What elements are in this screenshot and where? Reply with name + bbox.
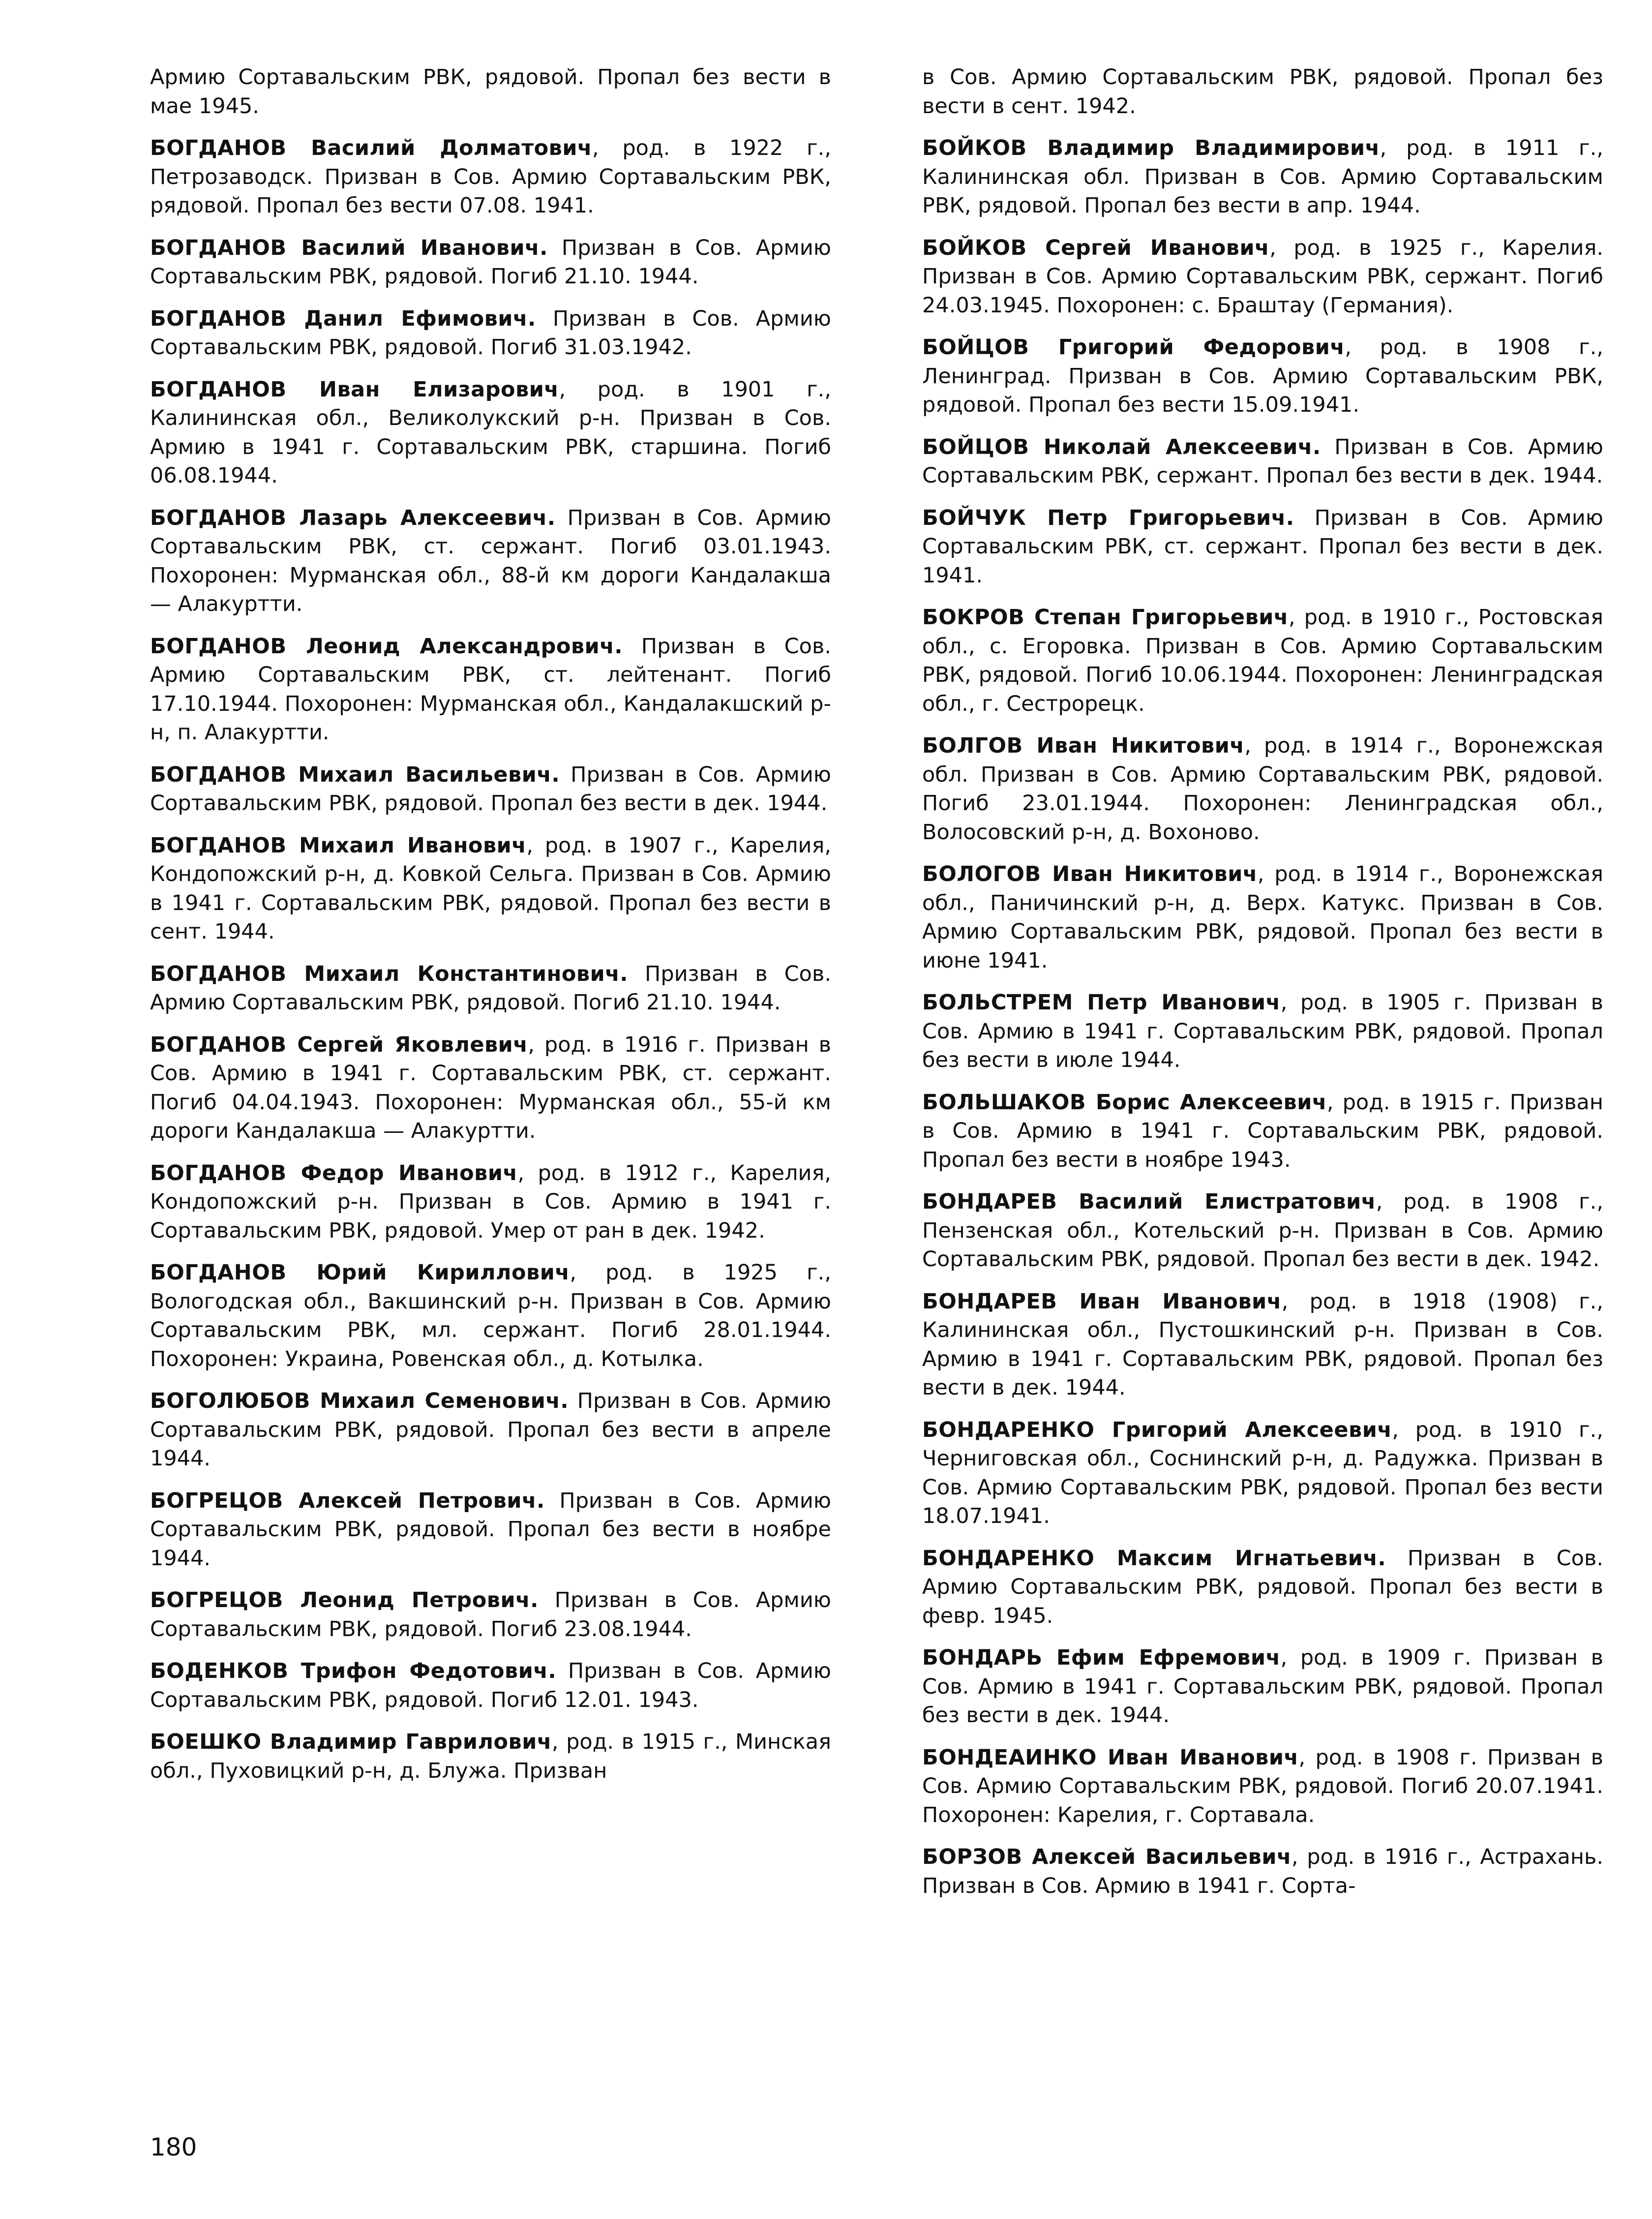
entry — [150, 1159, 831, 1246]
entry-text: Армию Сортавальским РВК, рядовой. Пропал без вести в мае 1945. — [150, 65, 831, 119]
entry-name: БОЛОГОВ Иван Никитович — [922, 862, 1258, 886]
entry-name: БОЙКОВ Сергей Иванович — [922, 235, 1270, 260]
entry-text: Призван в Сов. Армию Сортавальским РВК, рядовой. Погиб 21.10. 1944. — [150, 961, 831, 1015]
entry-name: БОЛГОВ Иван Никитович — [922, 733, 1245, 758]
entry — [150, 1586, 831, 1643]
entry-text: , род. в 1908 г., Ленинград. Призван в Сов. Армию Сортавальским РВК, рядовой. Пропал без вести 15.09.1941. — [922, 335, 1604, 417]
entry-name: БОГДАНОВ Юрий Кириллович — [150, 1260, 570, 1285]
entry-name: БОНДАРЕНКО Максим Игнатьевич. — [922, 1546, 1386, 1571]
entry-text: Призван в Сов. Армию Сортавальским РВК, рядовой. Погиб 23.08.1944. — [150, 1588, 831, 1641]
entry-text: , род. в 1907 г., Карелия, Кондопожский р-н, д. Ковкой Сельга. Призван в Сов. Армию в 1941 г. Сортавальским РВК, рядовой. Пропал без вести в сент. 1944. — [150, 833, 831, 944]
entry-name: БОГРЕЦОВ Алексей Петрович. — [150, 1488, 545, 1513]
entry-name: БОЙЦОВ Николай Алексеевич. — [922, 434, 1321, 459]
entry-name: БОГДАНОВ Сергей Яковлевич — [150, 1032, 528, 1057]
entry-name: БОГДАНОВ Василий Иванович. — [150, 235, 548, 260]
entry — [150, 504, 831, 619]
entry — [922, 1187, 1603, 1274]
entry-name: БОНДАРЕНКО Григорий Алексеевич — [922, 1417, 1392, 1442]
entry-name: БОДЕНКОВ Трифон Федотович. — [150, 1659, 557, 1683]
entry — [150, 632, 831, 747]
entry — [922, 1287, 1603, 1402]
entry — [922, 603, 1603, 718]
entry-name: БОГРЕЦОВ Леонид Петрович. — [150, 1588, 539, 1612]
entry-text: Призван в Сов. Армию Сортавальским РВК, ст. сержант. Погиб 03.01.1943. Похоронен: Мурманская обл., 88-й км дороги Кандалакша — Алакуртти. — [150, 505, 831, 616]
entry-name: БОГДАНОВ Михаил Константинович. — [150, 961, 629, 986]
entry — [150, 375, 831, 490]
entry-name: БОГДАНОВ Василий Долматович — [150, 136, 593, 160]
entry — [922, 1843, 1603, 1900]
entry-name: БОЙЦОВ Григорий Федорович — [922, 335, 1345, 360]
entry-text: , род. в 1911 г., Калининская обл. Призван в Сов. Армию Сортавальским РВК, рядовой. Пропал без вести в апр. 1944. — [922, 136, 1603, 218]
entry-name: БОЛЬШАКОВ Борис Алексеевич — [922, 1090, 1327, 1115]
entry-name: БОНДАРЕВ Василий Елистратович — [922, 1189, 1376, 1214]
entry-text: , род. в 1914 г., Воронежская обл., Паничинский р-н, д. Верх. Катукс. Призван в Сов. Армию Сортавальским РВК, рядовой. Пропал без вести в июне 1941. — [922, 862, 1603, 973]
entry-text: Призван в Сов. Армию Сортавальским РВК, рядовой. Пропал без вести в ноябре 1944. — [150, 1488, 831, 1571]
entry — [150, 304, 831, 362]
entry-text: Призван в Сов. Армию Сортавальским РВК, рядовой. Пропал без вести в апреле 1944. — [150, 1389, 831, 1471]
entry — [922, 333, 1603, 420]
entry-text: , род. в 1901 г., Калининская обл., Великолукский р-н. Призван в Сов. Армию в 1941 г. Сортавальским РВК, старшина. Погиб 06.08.1944. — [150, 377, 832, 488]
left-column — [150, 63, 831, 1798]
entry-text: , род. в 1925 г., Вологодская обл., Вакшинский р-н. Призван в Сов. Армию Сортавальским РВК, мл. сержант. Погиб 28.01.1944. Похоронен: Украина, Ровенская обл., д. Котылка. — [150, 1260, 831, 1371]
entry-text: Призван в Сов. Армию Сортавальским РВК, рядовой. Пропал без вести в дек. 1944. — [150, 762, 832, 816]
entry — [150, 234, 831, 291]
entry — [922, 504, 1603, 590]
entry-text: , род. в 1905 г. Призван в Сов. Армию в 1941 г. Сортавальским РВК, рядовой. Пропал без вести в июле 1944. — [922, 990, 1603, 1072]
entry-text: , род. в 1912 г., Карелия, Кондопожский р-н. Призван в Сов. Армию в 1941 г. Сортавальским РВК, рядовой. Умер от ран в дек. 1942. — [150, 1160, 831, 1243]
entry-name: БОГДАНОВ Михаил Васильевич. — [150, 762, 560, 787]
entry-name: БОГДАНОВ Лазарь Алексеевич. — [150, 505, 556, 530]
entry-continuation — [922, 63, 1603, 121]
entry-name: БОГДАНОВ Михаил Иванович — [150, 833, 527, 858]
entry-name: БОНДЕАИНКО Иван Иванович — [922, 1745, 1299, 1770]
entry — [922, 731, 1603, 847]
entry-text: , род. в 1909 г. Призван в Сов. Армию в 1941 г. Сортавальским РВК, рядовой. Пропал без вести в дек. 1944. — [922, 1645, 1603, 1728]
entry-text: , род. в 1922 г., Петрозаводск. Призван в Сов. Армию Сортавальским РВК, рядовой. Пропал без вести 07.08. 1941. — [150, 136, 831, 218]
entry — [150, 960, 831, 1017]
entry-text: , род. в 1918 (1908) г., Калининская обл., Пустошкинский р-н. Призван в Сов. Армию в 1941 г. Сортавальским РВК, рядовой. Пропал без вести в дек. 1944. — [922, 1289, 1603, 1400]
entry-text: , род. в 1925 г., Карелия. Призван в Сов. Армию Сортавальским РВК, сержант. Погиб 24.03.1945. Похоронен: с. Браштау (Германия). — [922, 235, 1603, 318]
entry-text: , род. в 1910 г., Ростовская обл., с. Егоровка. Призван в Сов. Армию Сортавальским РВК, рядовой. Погиб 10.06.1944. Похоронен: Ленинградская обл., г. Сестрорецк. — [922, 605, 1604, 716]
entry-text: Призван в Сов. Армию Сортавальским РВК, рядовой. Погиб 12.01. 1943. — [150, 1659, 831, 1712]
entry — [922, 988, 1603, 1075]
entry-name: БОКРОВ Степан Григорьевич — [922, 605, 1289, 630]
entry — [150, 1487, 831, 1573]
entry-name: БОРЗОВ Алексей Васильевич — [922, 1845, 1292, 1869]
entry-name: БОЕШКО Владимир Гаврилович — [150, 1730, 552, 1754]
entry-name: БОЙКОВ Владимир Владимирович — [922, 136, 1380, 160]
entry-name: БОНДАРЬ Ефим Ефремович — [922, 1645, 1281, 1670]
right-column — [922, 63, 1603, 1914]
entry-text: Призван в Сов. Армию Сортавальским РВК, ст. лейтенант. Погиб 17.10.1944. Похоронен: Мурманская обл., Кандалакшский р-н, п. Алакуртти. — [150, 634, 831, 745]
entry-text: , род. в 1915 г. Призван в Сов. Армию в 1941 г. Сортавальским РВК, рядовой. Пропал без вести в ноябре 1943. — [922, 1090, 1604, 1172]
entry-continuation — [150, 63, 831, 121]
entry — [922, 134, 1603, 220]
entry-name: БОГДАНОВ Данил Ефимович. — [150, 306, 536, 331]
entry — [150, 1258, 831, 1373]
entry-name: БОГДАНОВ Леонид Александрович. — [150, 634, 623, 659]
entry-text: Призван в Сов. Армию Сортавальским РВК, сержант. Пропал без вести в дек. 1944. — [922, 434, 1603, 488]
entry — [922, 1544, 1603, 1631]
entry-text: , род. в 1908 г. Призван в Сов. Армию Сортавальским РВК, рядовой. Погиб 20.07.1941. Похоронен: Карелия, г. Сортавала. — [922, 1745, 1603, 1827]
entry-name: БОНДАРЕВ Иван Иванович — [922, 1289, 1282, 1314]
entry-text: , род. в 1916 г. Призван в Сов. Армию в 1941 г. Сортавальским РВК, ст. сержант. Погиб 04.04.1943. Похоронен: Мурманская обл., 55-й км дороги Кандалакша — Алакуртти. — [150, 1032, 831, 1143]
entry-text: , род. в 1910 г., Черниговская обл., Соснинский р-н, д. Радужка. Призван в Сов. Армию Сортавальским РВК, рядовой. Пропал без вести 18.07.1941. — [922, 1417, 1603, 1528]
entry-text: Призван в Сов. Армию Сортавальским РВК, рядовой. Погиб 21.10. 1944. — [150, 235, 832, 289]
entry — [922, 433, 1603, 490]
entry-name: БОГДАНОВ Федор Иванович — [150, 1160, 518, 1185]
entry-name: БОГОЛЮБОВ Михаил Семенович. — [150, 1389, 569, 1413]
entry — [922, 1643, 1603, 1730]
entry — [922, 234, 1603, 320]
entry-text: Призван в Сов. Армию Сортавальским РВК, рядовой. Пропал без вести в февр. 1945. — [922, 1546, 1603, 1628]
entry-text: , род. в 1914 г., Воронежская обл. Призван в Сов. Армию Сортавальским РВК, рядовой. Погиб 23.01.1944. Похоронен: Ленинградская обл., Волосовский р-н, д. Вохоново. — [922, 733, 1603, 845]
entry-text: , род. в 1915 г., Минская обл., Пуховицкий р-н, д. Блужа. Призван — [150, 1730, 831, 1783]
entry-text: , род. в 1908 г., Пензенская обл., Котельский р-н. Призван в Сов. Армию Сортавальским РВК, рядовой. Пропал без вести в дек. 1942. — [922, 1189, 1603, 1272]
entry — [150, 1657, 831, 1714]
entry-name: БОЙЧУК Петр Григорьевич. — [922, 505, 1294, 530]
entry — [922, 1416, 1603, 1531]
entry-text: Призван в Сов. Армию Сортавальским РВК, рядовой. Погиб 31.03.1942. — [150, 306, 831, 360]
entry — [922, 860, 1603, 975]
entry-text: в Сов. Армию Сортавальским РВК, рядовой. Пропал без вести в сент. 1942. — [922, 65, 1603, 119]
page-number: 180 — [150, 2133, 197, 2161]
entry-name: БОГДАНОВ Иван Елизарович — [150, 377, 559, 402]
entry-name: БОЛЬСТРЕМ Петр Иванович — [922, 990, 1281, 1015]
entry — [150, 134, 831, 220]
entry — [150, 1728, 831, 1785]
entry — [150, 1031, 831, 1146]
entry-text: , род. в 1916 г., Астрахань. Призван в Сов. Армию в 1941 г. Сорта- — [922, 1845, 1604, 1898]
entry — [150, 760, 831, 818]
entry — [150, 831, 831, 946]
entry — [922, 1088, 1603, 1175]
entry — [150, 1387, 831, 1473]
entry-text: Призван в Сов. Армию Сортавальским РВК, ст. сержант. Пропал без вести в дек. 1941. — [922, 505, 1603, 588]
entry — [922, 1743, 1603, 1830]
